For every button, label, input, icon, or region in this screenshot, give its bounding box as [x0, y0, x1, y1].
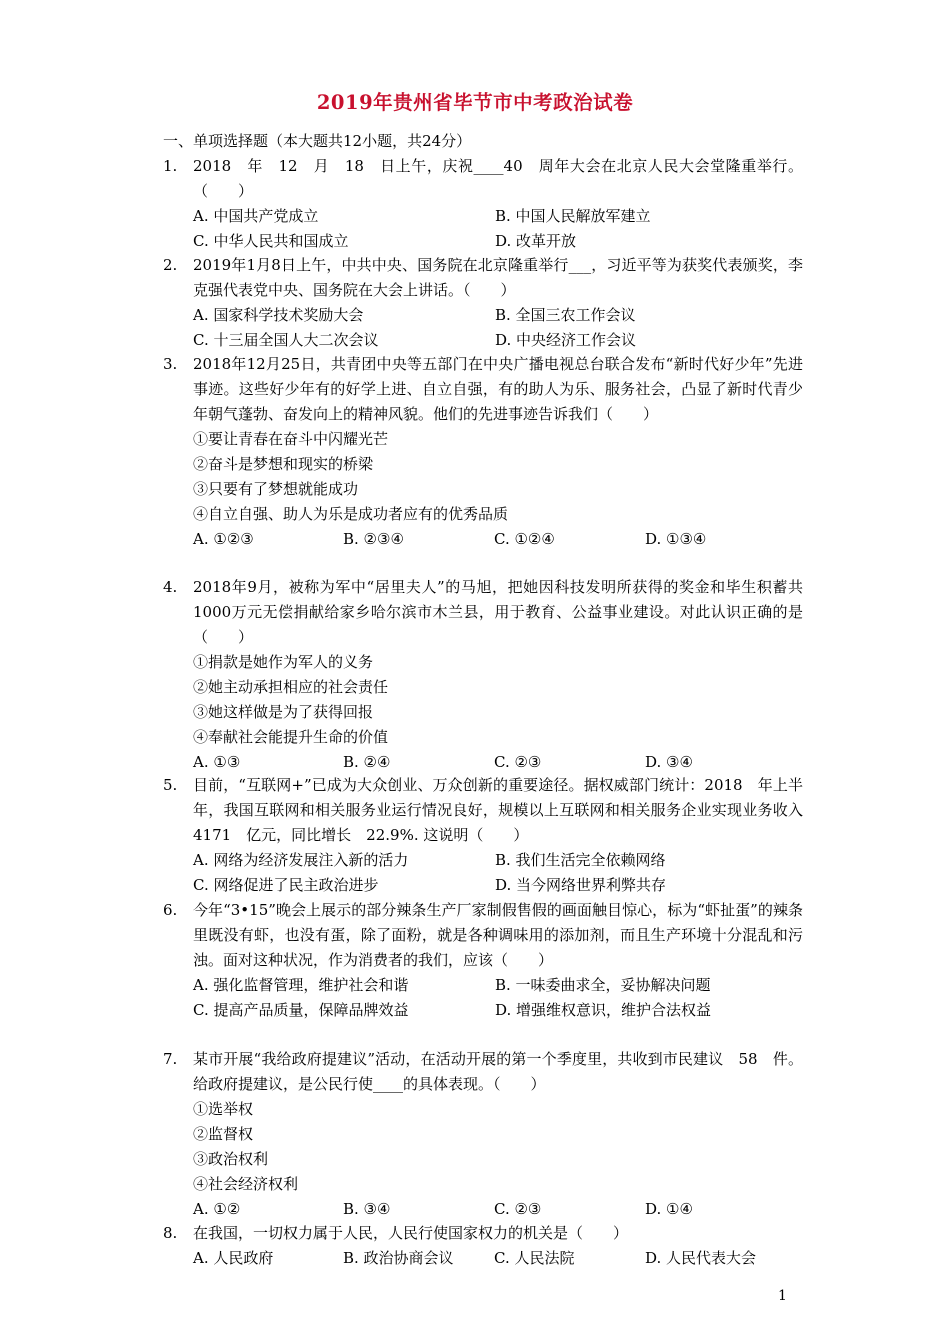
option-d: D. ①③④: [645, 530, 707, 548]
question-8: [163, 1221, 803, 1271]
question-1: [163, 154, 803, 254]
question-stem: 某市开展“我给政府提建议”活动，在活动开展的第一个季度里，共收到市民建议 58 件。给政府提建议，是公民行使____的具体表现。（ ）: [193, 1050, 803, 1093]
option-a: A. 网络为经济发展注入新的活力: [193, 851, 409, 869]
option-d: D. 改革开放: [495, 232, 577, 250]
option-b: B. ②③④: [343, 530, 404, 548]
option-d: D. 人民代表大会: [645, 1249, 757, 1267]
option-c: C. ②③: [494, 1200, 542, 1218]
option-c: C. ①②④: [494, 530, 555, 548]
statement-item: ③政治权利: [193, 1150, 269, 1168]
option-a: A. 中国共产党成立: [193, 207, 319, 225]
question-number: 6.: [163, 901, 178, 919]
options: [193, 973, 803, 1023]
question-2: [163, 253, 803, 353]
option-b: B. 一味委曲求全，妥协解决问题: [495, 976, 711, 994]
options: [193, 1246, 803, 1271]
options: [193, 204, 803, 254]
options: [193, 527, 803, 552]
question-stem: 2019年1月8日上午，中共中央、国务院在北京隆重举行___，习近平等为获奖代表颁奖，李克强代表党中央、国务院在大会上讲话。（ ）: [193, 256, 803, 299]
question-stem: 2018年12月25日，共青团中央等五部门在中央广播电视总台联合发布“新时代好少年”先进事迹。这些好少年有的好学上进、自立自强，有的助人为乐、服务社会，凸显了新时代青少年朝气蓬勃、奋发向上的精神风貌。他们的先进事迹告诉我们（ ）: [193, 355, 803, 423]
section-heading: 一、单项选择题（本大题共12小题，共24分）: [163, 132, 472, 150]
question-stem: 2018年9月，被称为军中“居里夫人”的马旭，把她因科技发明所获得的奖金和毕生积蓄共 1000万元无偿捐献给家乡哈尔滨市木兰县，用于教育、公益事业建设。对此认识正确的是（ ）: [193, 578, 819, 646]
question-7: [163, 1047, 803, 1222]
statement-item: ③只要有了梦想就能成功: [193, 480, 359, 498]
option-b: B. ②④: [343, 753, 391, 771]
option-b: B. ③④: [343, 1200, 391, 1218]
option-a: A. ①③: [193, 753, 241, 771]
question-4: [163, 575, 819, 775]
option-b: B. 全国三农工作会议: [495, 306, 636, 324]
option-a: A. 强化监督管理，维护社会和谐: [193, 976, 409, 994]
option-a: A. 人民政府: [193, 1249, 274, 1267]
options: [193, 848, 803, 898]
statement-item: ②监督权: [193, 1125, 254, 1143]
option-d: D. ③④: [645, 753, 693, 771]
options: [193, 750, 803, 775]
option-a: A. 国家科学技术奖励大会: [193, 306, 364, 324]
option-c: C. 中华人民共和国成立: [193, 232, 349, 250]
option-d: D. 当今网络世界利弊共存: [495, 876, 667, 894]
options: [193, 1197, 803, 1222]
statement-item: ④奉献社会能提升生命的价值: [193, 728, 389, 746]
question-stem: 目前，“互联网+”已成为大众创业、万众创新的重要途径。据权威部门统计：2018 年上半年，我国互联网和相关服务业运行情况良好，规模以上互联网和相关服务企业实现业务收入 4171 亿元，同比增长 22.9%. 这说明（ ）: [193, 776, 819, 844]
question-3: [163, 352, 803, 552]
question-number: 1.: [163, 157, 178, 175]
option-d: D. 增强维权意识，维护合法权益: [495, 1001, 712, 1019]
question-stem: 在我国，一切权力属于人民，人民行使国家权力的机关是（ ）: [193, 1224, 629, 1242]
option-d: D. ①④: [645, 1200, 693, 1218]
question-number: 3.: [163, 355, 178, 373]
page-number: 1: [778, 1288, 787, 1304]
statement-item: ②她主动承担相应的社会责任: [193, 678, 389, 696]
statement-item: ③她这样做是为了获得回报: [193, 703, 374, 721]
option-c: C. 提高产品质量，保障品牌效益: [193, 1001, 409, 1019]
option-b: B. 中国人民解放军建立: [495, 207, 651, 225]
statement-item: ①捐款是她作为军人的义务: [193, 653, 374, 671]
question-stem: 2018 年 12 月 18 日上午，庆祝____40 周年大会在北京人民大会堂隆重举行。（ ）: [193, 157, 803, 200]
statement-item: ④自立自强、助人为乐是成功者应有的优秀品质: [193, 505, 509, 523]
option-b: B. 政治协商会议: [343, 1249, 454, 1267]
statement-item: ①选举权: [193, 1100, 254, 1118]
option-c: C. 十三届全国人大二次会议: [193, 331, 379, 349]
option-a: A. ①②: [193, 1200, 241, 1218]
statement-item: ①要让青春在奋斗中闪耀光芒: [193, 430, 389, 448]
option-d: D. 中央经济工作会议: [495, 331, 637, 349]
page-title: 2019年贵州省毕节市中考政治试卷: [316, 91, 634, 114]
option-b: B. 我们生活完全依赖网络: [495, 851, 666, 869]
option-a: A. ①②③: [193, 530, 254, 548]
question-number: 2.: [163, 256, 178, 274]
question-5: [163, 773, 819, 898]
question-number: 4.: [163, 578, 178, 596]
question-number: 5.: [163, 776, 178, 794]
question-6: [163, 898, 803, 1023]
option-c: C. 人民法院: [494, 1249, 575, 1267]
question-stem: 今年“3•15”晚会上展示的部分辣条生产厂家制假售假的画面触目惊心，标为“虾扯蛋”的辣条里既没有虾，也没有蛋，除了面粉，就是各种调味用的添加剂，而且生产环境十分混乱和污浊。面对这种状况，作为消费者的我们，应该（ ）: [193, 901, 803, 969]
statement-item: ④社会经济权利: [193, 1175, 299, 1193]
question-number: 7.: [163, 1050, 178, 1068]
statement-item: ②奋斗是梦想和现实的桥梁: [193, 455, 374, 473]
question-number: 8.: [163, 1224, 178, 1242]
option-c: C. 网络促进了民主政治进步: [193, 876, 379, 894]
option-c: C. ②③: [494, 753, 542, 771]
options: [193, 303, 803, 353]
